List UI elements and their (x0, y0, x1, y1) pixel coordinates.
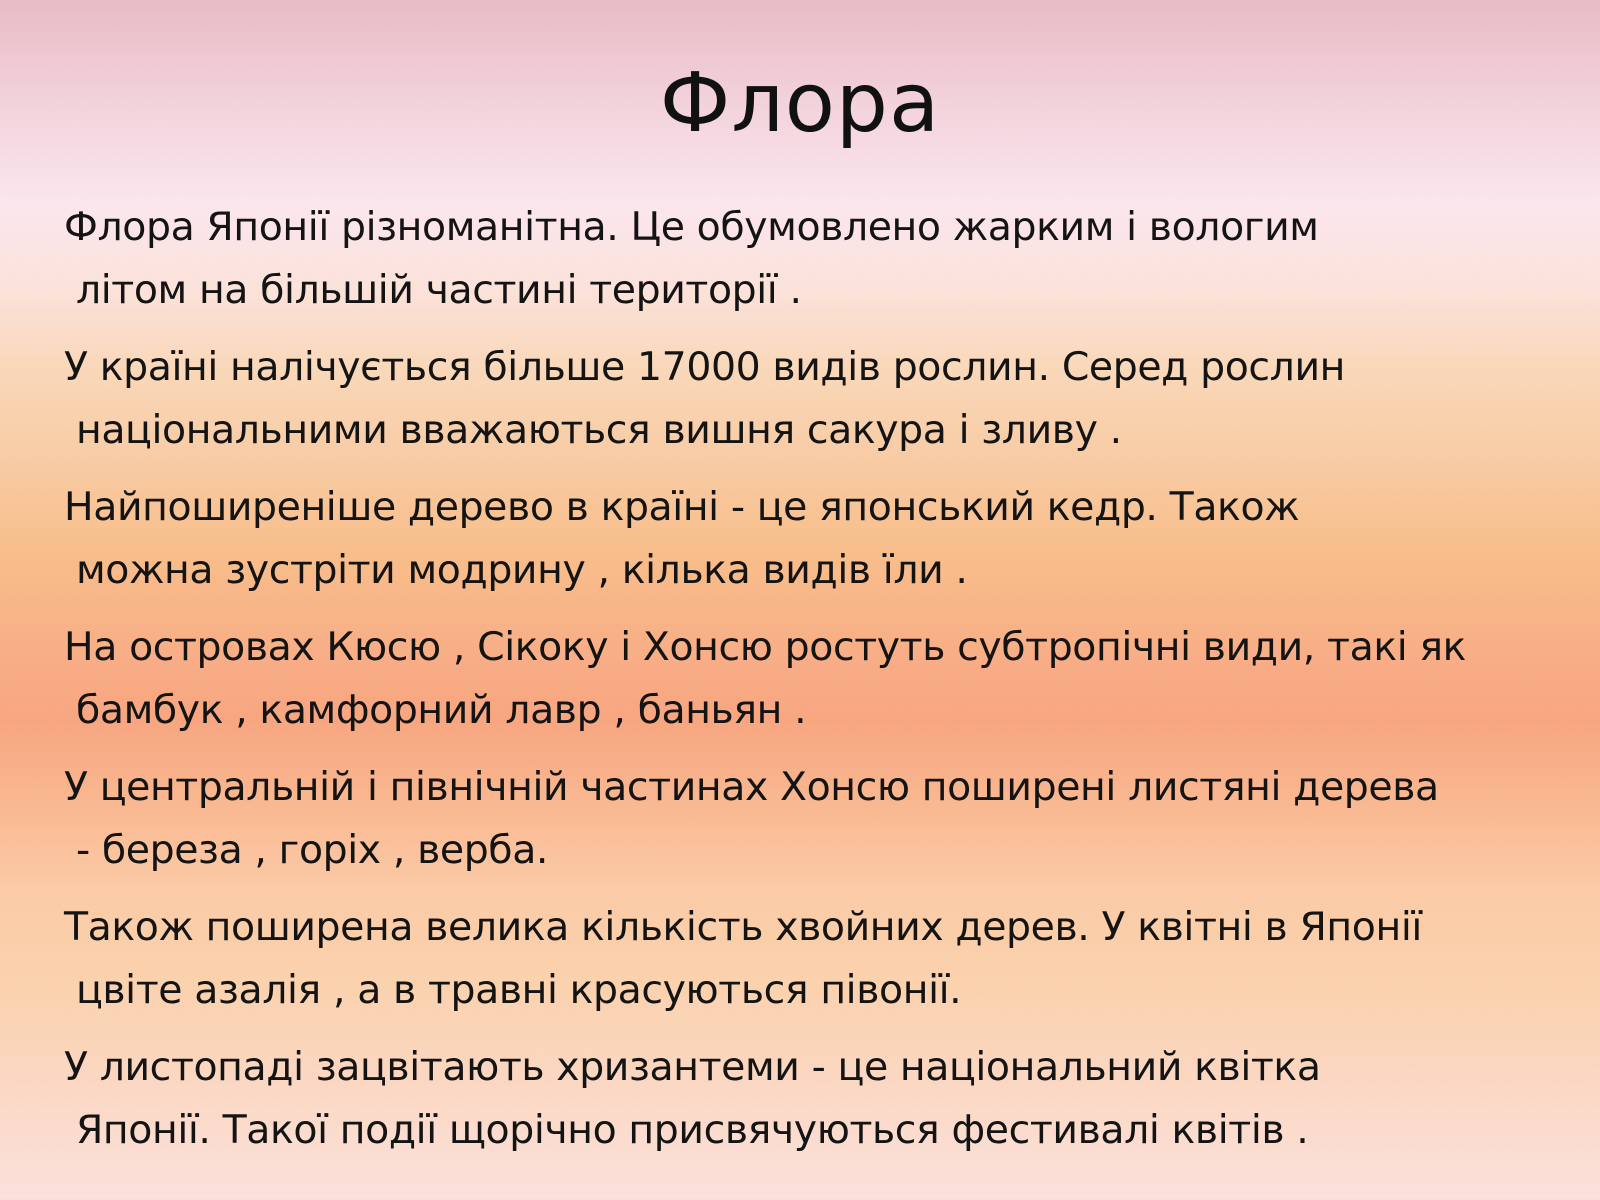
paragraph-7-line-1: У листопаді зацвітають хризантеми - це національний квітка (64, 1044, 1321, 1090)
paragraph-6-line-2: цвіте азалія , а в травні красуються півонії. (75, 966, 962, 1013)
paragraph-3 (64, 476, 1594, 601)
paragraph-4-line-2: бамбук , камфорний лавр , баньян . (75, 686, 807, 733)
paragraph-5 (64, 756, 1594, 881)
paragraph-6-line-1: Також поширена велика кількість хвойних дерев. У квітні в Японії (64, 904, 1422, 950)
paragraph-2-line-1: У країні налічується більше 17000 видів рослин. Серед рослин (64, 344, 1345, 390)
paragraph-7 (64, 1036, 1594, 1161)
slide-title: Флора (659, 56, 941, 151)
paragraph-4-line-1: На островах Кюсю , Сікоку і Хонсю ростуть субтропічні види, такі як (64, 624, 1467, 670)
paragraph-1 (64, 196, 1594, 321)
paragraph-5-line-2: - береза , горіх , верба. (75, 826, 549, 873)
paragraph-4 (64, 616, 1594, 741)
paragraph-5-line-1: У центральній і північній частинах Хонсю поширені листяні дерева (64, 764, 1439, 810)
slide-body (64, 196, 1594, 1176)
paragraph-2-line-2: національними вважаються вишня сакура і зливу . (75, 406, 1122, 453)
paragraph-2 (64, 336, 1594, 461)
paragraph-7-line-2: Японії. Такої події щорічно присвячуються фестивалі квітів . (75, 1106, 1309, 1153)
paragraph-6 (64, 896, 1594, 1021)
paragraph-3-line-2: можна зустріти модрину , кілька видів їли . (75, 546, 968, 593)
paragraph-1-line-1: Флора Японії різноманітна. Це обумовлено жарким і вологим (64, 204, 1319, 250)
paragraph-3-line-1: Найпоширеніше дерево в країні - це японський кедр. Також (64, 484, 1300, 530)
paragraph-1-line-2: літом на більшій частині території . (75, 266, 802, 313)
